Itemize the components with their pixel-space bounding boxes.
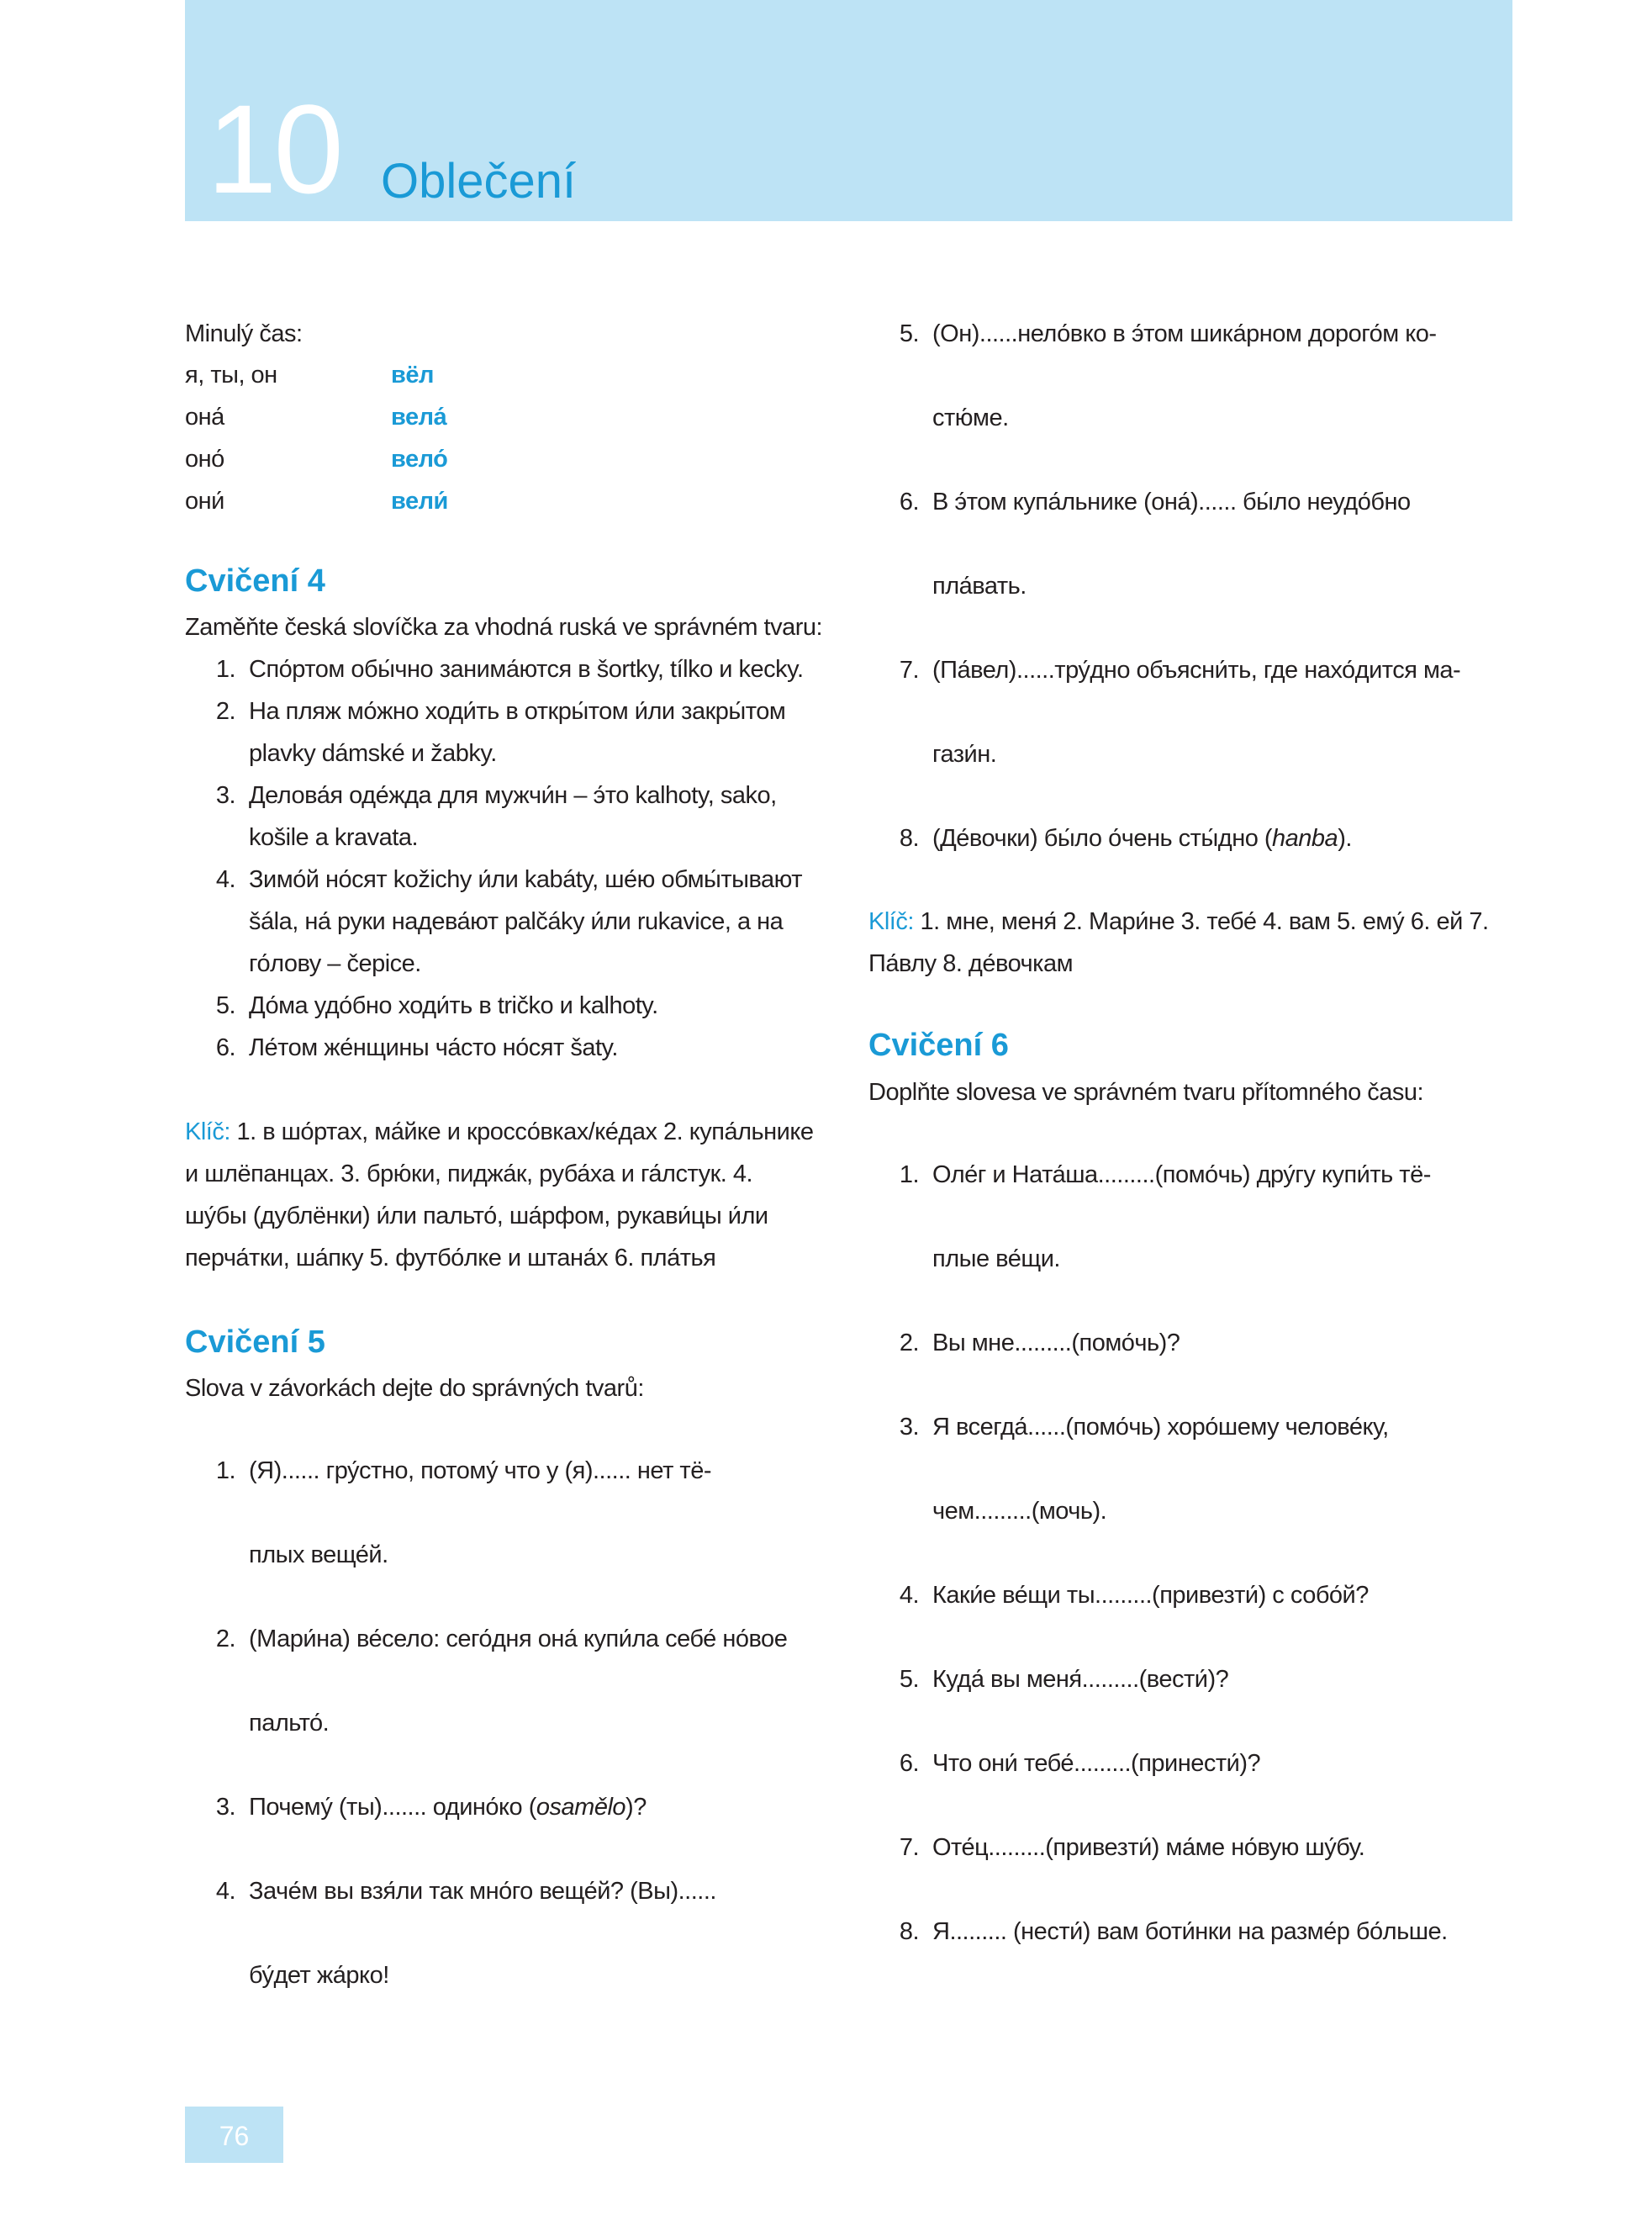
item-number: 1. bbox=[215, 1457, 235, 1484]
item-line: Я......... (нести́) вам боти́нки на разме́р бо́льше. bbox=[932, 1918, 1448, 1945]
key-line: перча́тки, ша́пку 5. футбо́лке и штана́х 6. пла́тья bbox=[185, 1245, 716, 1271]
item-number: 2. bbox=[899, 1330, 919, 1356]
item-line: (Мари́на) ве́село: сего́дня она́ купи́ла себе́ но́вое bbox=[249, 1626, 788, 1652]
item-line: До́ма удо́бно ходи́ть в tričko и kalhoty. bbox=[249, 992, 658, 1019]
key-line: шу́бы (дублёнки) и́ли пальто́, ша́рфом, рукави́цы и́ли bbox=[185, 1203, 768, 1229]
pronoun: они́ bbox=[185, 488, 224, 515]
item-line: Каки́е ве́щи ты.........(привезти́) с собо́й? bbox=[932, 1582, 1369, 1609]
past-tense-label: Minulý čas: bbox=[185, 320, 303, 347]
pronoun: я, ты, он bbox=[185, 362, 277, 389]
item-line: Куда́ вы меня́.........(вести́)? bbox=[932, 1666, 1229, 1693]
item-line: (Де́вочки) бы́ло о́чень сты́дно (hanba). bbox=[932, 825, 1352, 852]
item-line: Спо́ртом обы́чно занима́ются в šortky, tílko и kecky. bbox=[249, 656, 804, 683]
key-line: Па́влу 8. де́вочкам bbox=[868, 950, 1074, 977]
verb-form: вели́ bbox=[391, 488, 448, 515]
item-number: 8. bbox=[899, 825, 919, 852]
item-line: пальто́. bbox=[249, 1710, 330, 1737]
item-number: 5. bbox=[899, 1666, 919, 1693]
item-line: Делова́я оде́жда для мужчи́н – э́то kalhoty, sako, bbox=[249, 782, 777, 809]
item-number: 3. bbox=[215, 782, 235, 809]
item-line: Оле́г и Ната́ша.........(помо́чь) дру́гу купи́ть тё- bbox=[932, 1161, 1431, 1188]
item-number: 2. bbox=[215, 1626, 235, 1652]
verb-form: вёл bbox=[391, 362, 434, 389]
key-line: и шлёпанцах. 3. брю́ки, пиджа́к, руба́ха и га́лстук. 4. bbox=[185, 1160, 753, 1187]
item-line: Вы мне.........(помо́чь)? bbox=[932, 1330, 1180, 1356]
exercise-4-title: Cvičení 4 bbox=[185, 563, 325, 599]
item-line: пла́вать. bbox=[932, 573, 1027, 600]
chapter-header bbox=[185, 0, 1512, 221]
key-line: 1. в шо́ртах, ма́йке и кроссо́вках/ке́дах 2. купа́льнике bbox=[230, 1118, 814, 1145]
item-line: бу́дет жа́рко! bbox=[249, 1962, 389, 1989]
item-number: 6. bbox=[215, 1034, 235, 1061]
page-number: 76 bbox=[219, 2121, 250, 2151]
item-line: гази́н. bbox=[932, 741, 997, 768]
item-line: На пляж мо́жно ходи́ть в откры́том и́ли закры́том bbox=[249, 698, 786, 725]
chapter-title: Oblečení bbox=[381, 154, 577, 209]
exercise-5-instruction: Slova v závorkách dejte do správných tvarů: bbox=[185, 1375, 644, 1402]
item-line: Зимо́й но́сят kožichy и́ли kabáty, ше́ю обмы́тывают bbox=[249, 866, 803, 893]
pronoun: оно́ bbox=[185, 446, 224, 473]
item-number: 4. bbox=[215, 1878, 235, 1905]
key-label: Klíč: bbox=[868, 908, 914, 935]
item-number: 8. bbox=[899, 1918, 919, 1945]
item-line: чем.........(мочь). bbox=[932, 1498, 1107, 1525]
item-line: Почему́ (ты)....... одино́ко (osamělo)? bbox=[249, 1794, 647, 1821]
item-number: 1. bbox=[215, 656, 235, 683]
item-number: 4. bbox=[215, 866, 235, 893]
item-line: šála, на́ руки надева́ют palčáky и́ли rukavice, а на bbox=[249, 908, 784, 935]
key-label: Klíč: bbox=[185, 1118, 230, 1145]
item-line: Что они́ тебе́.........(принести́)? bbox=[932, 1750, 1261, 1777]
item-number: 1. bbox=[899, 1161, 919, 1188]
item-line: Заче́м вы взя́ли так мно́го веще́й? (Вы)...... bbox=[249, 1878, 716, 1905]
pronoun: она́ bbox=[185, 404, 224, 431]
item-line: плые ве́щи. bbox=[932, 1245, 1060, 1272]
item-line: (Он)......нело́вко в э́том шика́рном дорого́м ко- bbox=[932, 320, 1437, 347]
item-line: (Я)...... гру́стно, потому́ что у (я)...... нет тё- bbox=[249, 1457, 711, 1484]
item-line: Ле́том же́нщины ча́сто но́сят šaty. bbox=[249, 1034, 618, 1061]
item-number: 6. bbox=[899, 489, 919, 515]
exercise-4-instruction: Zaměňte česká slovíčka za vhodná ruská ve správném tvaru: bbox=[185, 614, 823, 641]
item-line: Оте́ц.........(привезти́) ма́ме но́вую шу́бу. bbox=[932, 1834, 1365, 1861]
item-number: 3. bbox=[899, 1414, 919, 1441]
exercise-6-instruction: Doplňte slovesa ve správném tvaru přítomného času: bbox=[868, 1079, 1424, 1106]
item-number: 3. bbox=[215, 1794, 235, 1821]
item-number: 7. bbox=[899, 1834, 919, 1861]
item-number: 6. bbox=[899, 1750, 919, 1777]
key-line: 1. мне, меня́ 2. Мари́не 3. тебе́ 4. вам 5. ему́ 6. ей 7. bbox=[913, 908, 1489, 935]
verb-form: вело́ bbox=[391, 446, 448, 473]
item-line: плых веще́й. bbox=[249, 1541, 388, 1568]
item-line: Я всегда́......(помо́чь) хоро́шему челове́ку, bbox=[932, 1414, 1389, 1441]
verb-form: вела́ bbox=[391, 404, 447, 431]
exercise-5-title: Cvičení 5 bbox=[185, 1324, 325, 1360]
item-line: košile a kravata. bbox=[249, 824, 419, 851]
page-number-box bbox=[185, 2107, 283, 2163]
item-number: 2. bbox=[215, 698, 235, 725]
item-line: В э́том купа́льнике (она́)...... бы́ло неудо́бно bbox=[932, 489, 1411, 515]
item-line: стю́ме. bbox=[932, 404, 1009, 431]
item-line: plavky dámské и žabky. bbox=[249, 740, 497, 767]
exercise-6-title: Cvičení 6 bbox=[868, 1028, 1009, 1063]
item-number: 4. bbox=[899, 1582, 919, 1609]
item-line: (Па́вел)......тру́дно объясни́ть, где нахо́дится ма- bbox=[932, 657, 1461, 684]
item-line: го́лову – čepice. bbox=[249, 950, 421, 977]
item-number: 5. bbox=[899, 320, 919, 347]
item-number: 7. bbox=[899, 657, 919, 684]
item-number: 5. bbox=[215, 992, 235, 1019]
chapter-number: 10 bbox=[207, 78, 340, 219]
